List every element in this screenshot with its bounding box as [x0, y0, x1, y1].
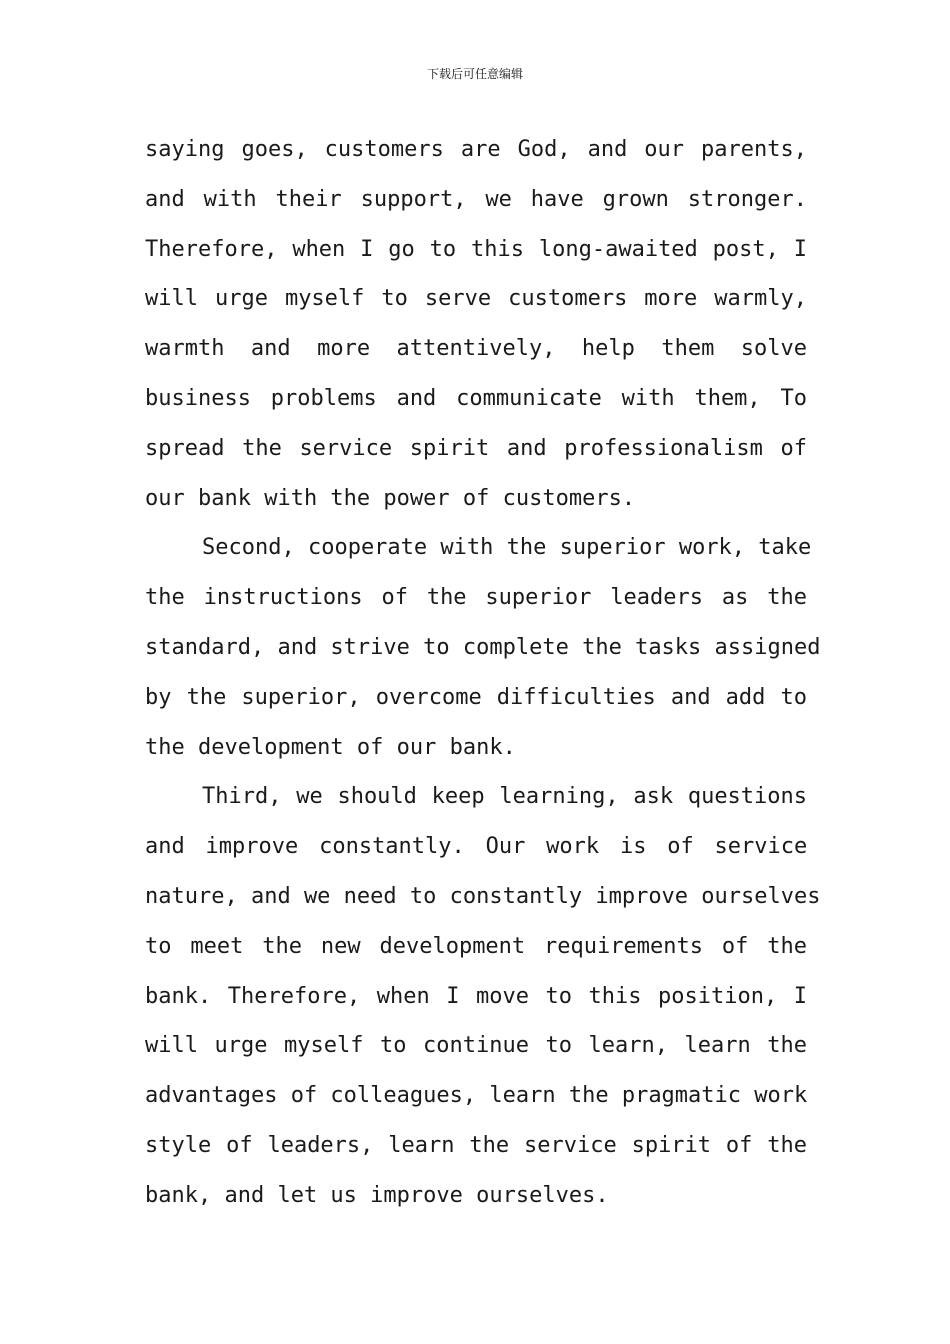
paragraph-3-line: to meet the new development requirements of the — [145, 933, 807, 959]
paragraph-1-line: warmth and more attentively, help them solve — [145, 336, 807, 362]
paragraph-1-line: our bank with the power of customers. — [145, 485, 636, 511]
paragraph-2-line: the instructions of the superior leaders as the — [145, 585, 807, 611]
paragraph-1-line: business problems and communicate with them, To — [145, 385, 807, 411]
paragraph-2-line: by the superior, overcome difficulties and add to — [145, 684, 808, 710]
paragraph-1-line: Therefore, when I go to this long-awaited post, I — [145, 236, 808, 262]
paragraph-3-line: nature, and we need to constantly improve ourselves — [145, 883, 821, 909]
paragraph-3-line: bank, and let us improve ourselves. — [145, 1182, 609, 1208]
paragraph-1-line: saying goes, customers are God, and our parents, — [145, 137, 807, 162]
paragraph-3-line: Third, we should keep learning, ask questions — [202, 784, 808, 810]
paragraph-3-line: and improve constantly. Our work is of service — [145, 834, 808, 860]
document-body — [145, 125, 821, 1221]
paragraph-3-line: bank. Therefore, when I move to this position, I — [145, 983, 807, 1009]
paragraph-1-line: spread the service spirit and professionalism of — [145, 435, 807, 461]
paragraph-1-line: and with their support, we have grown stronger. — [145, 186, 807, 212]
paragraph-2-line: Second, cooperate with the superior work, take — [202, 535, 812, 561]
paragraph-2-line: standard, and strive to complete the tasks assigned — [145, 634, 821, 660]
paragraph-1-line: will urge myself to serve customers more warmly, — [145, 286, 807, 312]
paragraph-3-line: will urge myself to continue to learn, learn the — [145, 1033, 807, 1059]
paragraph-3-line: advantages of colleagues, learn the pragmatic work — [145, 1083, 808, 1109]
page-header: 下载后可任意编辑 — [426, 67, 523, 81]
paragraph-3-line: style of leaders, learn the service spirit of the — [145, 1132, 808, 1158]
paragraph-2-line: the development of our bank. — [145, 734, 516, 760]
